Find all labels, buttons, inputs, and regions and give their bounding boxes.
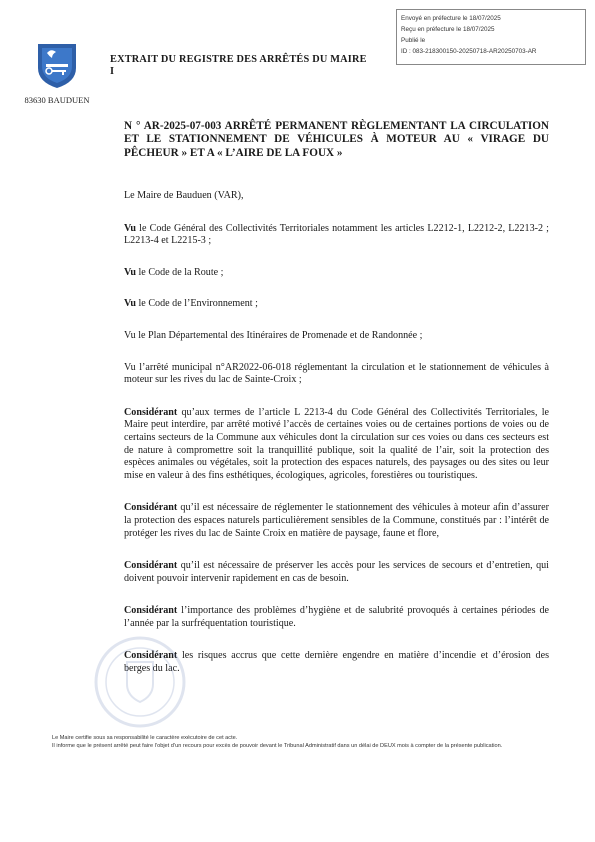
considerant-secours: Considérant qu’il est nécessaire de préserver les accès pour les services de secours et d’entretien, qui doivent pouvoir intervenir rapidement en cas de besoin. [124, 560, 549, 584]
document-body [124, 190, 549, 696]
stamp-published: Publié le [401, 37, 426, 44]
considerant-stationnement: Considérant qu’il est nécessaire de réglementer le stationnement des véhicules à moteur afin d’assurer la protection des espaces naturels particulièrement sensibles de la Commune, constitués par : l’intérêt de protéger les rives du lac de Sainte Croix en matière de paysage, faune et flore, [124, 502, 549, 539]
considerant-risques: Considérant les risques accrus que cette dernière engendre en matière d’incendie et d’érosion des berges du lac. [124, 650, 549, 675]
considerant-hygiene: Considérant l’importance des problèmes d’hygiène et de salubrité provoqués à certaines périodes de l’année par la surfréquentation touristique. [124, 605, 549, 629]
vu-arrete-municipal: Vu l’arrêté municipal n°AR2022-06-018 réglementant la circulation et le stationnement de véhicules à moteur sur les rives du lac de Sainte-Croix ; [124, 361, 549, 386]
arrete-title: N ° AR-2025-07-003 ARRÊTÉ PERMANENT RÈGLEMENTANT LA CIRCULATION ET LE STATIONNEMENT DE VÉHICULES À MOTEUR AU « VIRAGE DU PÊCHEUR » ET A « L’AIRE DE LA FOUX » [124, 120, 549, 159]
footnote-line-2: Il informe que le présent arrêté peut faire l’objet d’un recours pour excès de pouvoir devant le Tribunal Administratif dans un délai de DEUX mois à compter de la présente publication. [52, 743, 503, 749]
footnote-line-1: Le Maire certifie sous sa responsabilité le caractère exécutoire de cet acte. [52, 735, 238, 741]
legal-footnote [52, 734, 552, 750]
considerant-article: Considérant qu’aux termes de l’article L 2213-4 du Code Général des Collectivités Territoriales, le Maire peut interdire, par arrêté motivé l’accès de certaines voies ou de certaines portions de voies ou de certains secteurs de la Commune aux véhicules dont la circulation sur ces voies ou dans ces secteurs est de nature à compromettre soit la tranquillité publique, soit la qualité de l’air, soit la protection des espèces animales ou végétales, soit la protection des espaces naturels, des paysages ou des sites ou leur mise en valeur à des fins esthétiques, écologiques, agricoles, forestières ou touristiques. [124, 406, 549, 481]
municipal-crest-icon [32, 40, 82, 90]
registry-title: EXTRAIT DU REGISTRE DES ARRÊTÉS DU MAIRE [110, 54, 367, 65]
stamp-id: ID : 083-218300150-20250718-AR20250703-AR [401, 48, 537, 55]
official-seal-icon [85, 632, 195, 732]
vu-code-route: Vu le Code de la Route ; [124, 266, 224, 278]
vu-pdipr: Vu le Plan Départemental des Itinéraires de Promenade et de Randonnée ; [124, 329, 423, 341]
vu-code-environnement: Vu le Code de l’Environnement ; [124, 298, 258, 310]
logo-caption: 83630 BAUDUEN [24, 95, 90, 105]
vu-cgct: Vu le Code Général des Collectivités Territoriales notamment les articles L2212-1, L2212-2, L2213-2 ; L2213-4 et L2215-3 ; [124, 222, 549, 247]
registry-title-suffix: I [110, 66, 115, 77]
stamp-sent-date: Envoyé en préfecture le 18/07/2025 [401, 15, 501, 22]
mayor-line: Le Maire de Bauduen (VAR), [124, 190, 244, 201]
registry-header [110, 54, 555, 78]
stamp-received-date: Reçu en préfecture le 18/07/2025 [401, 26, 495, 33]
